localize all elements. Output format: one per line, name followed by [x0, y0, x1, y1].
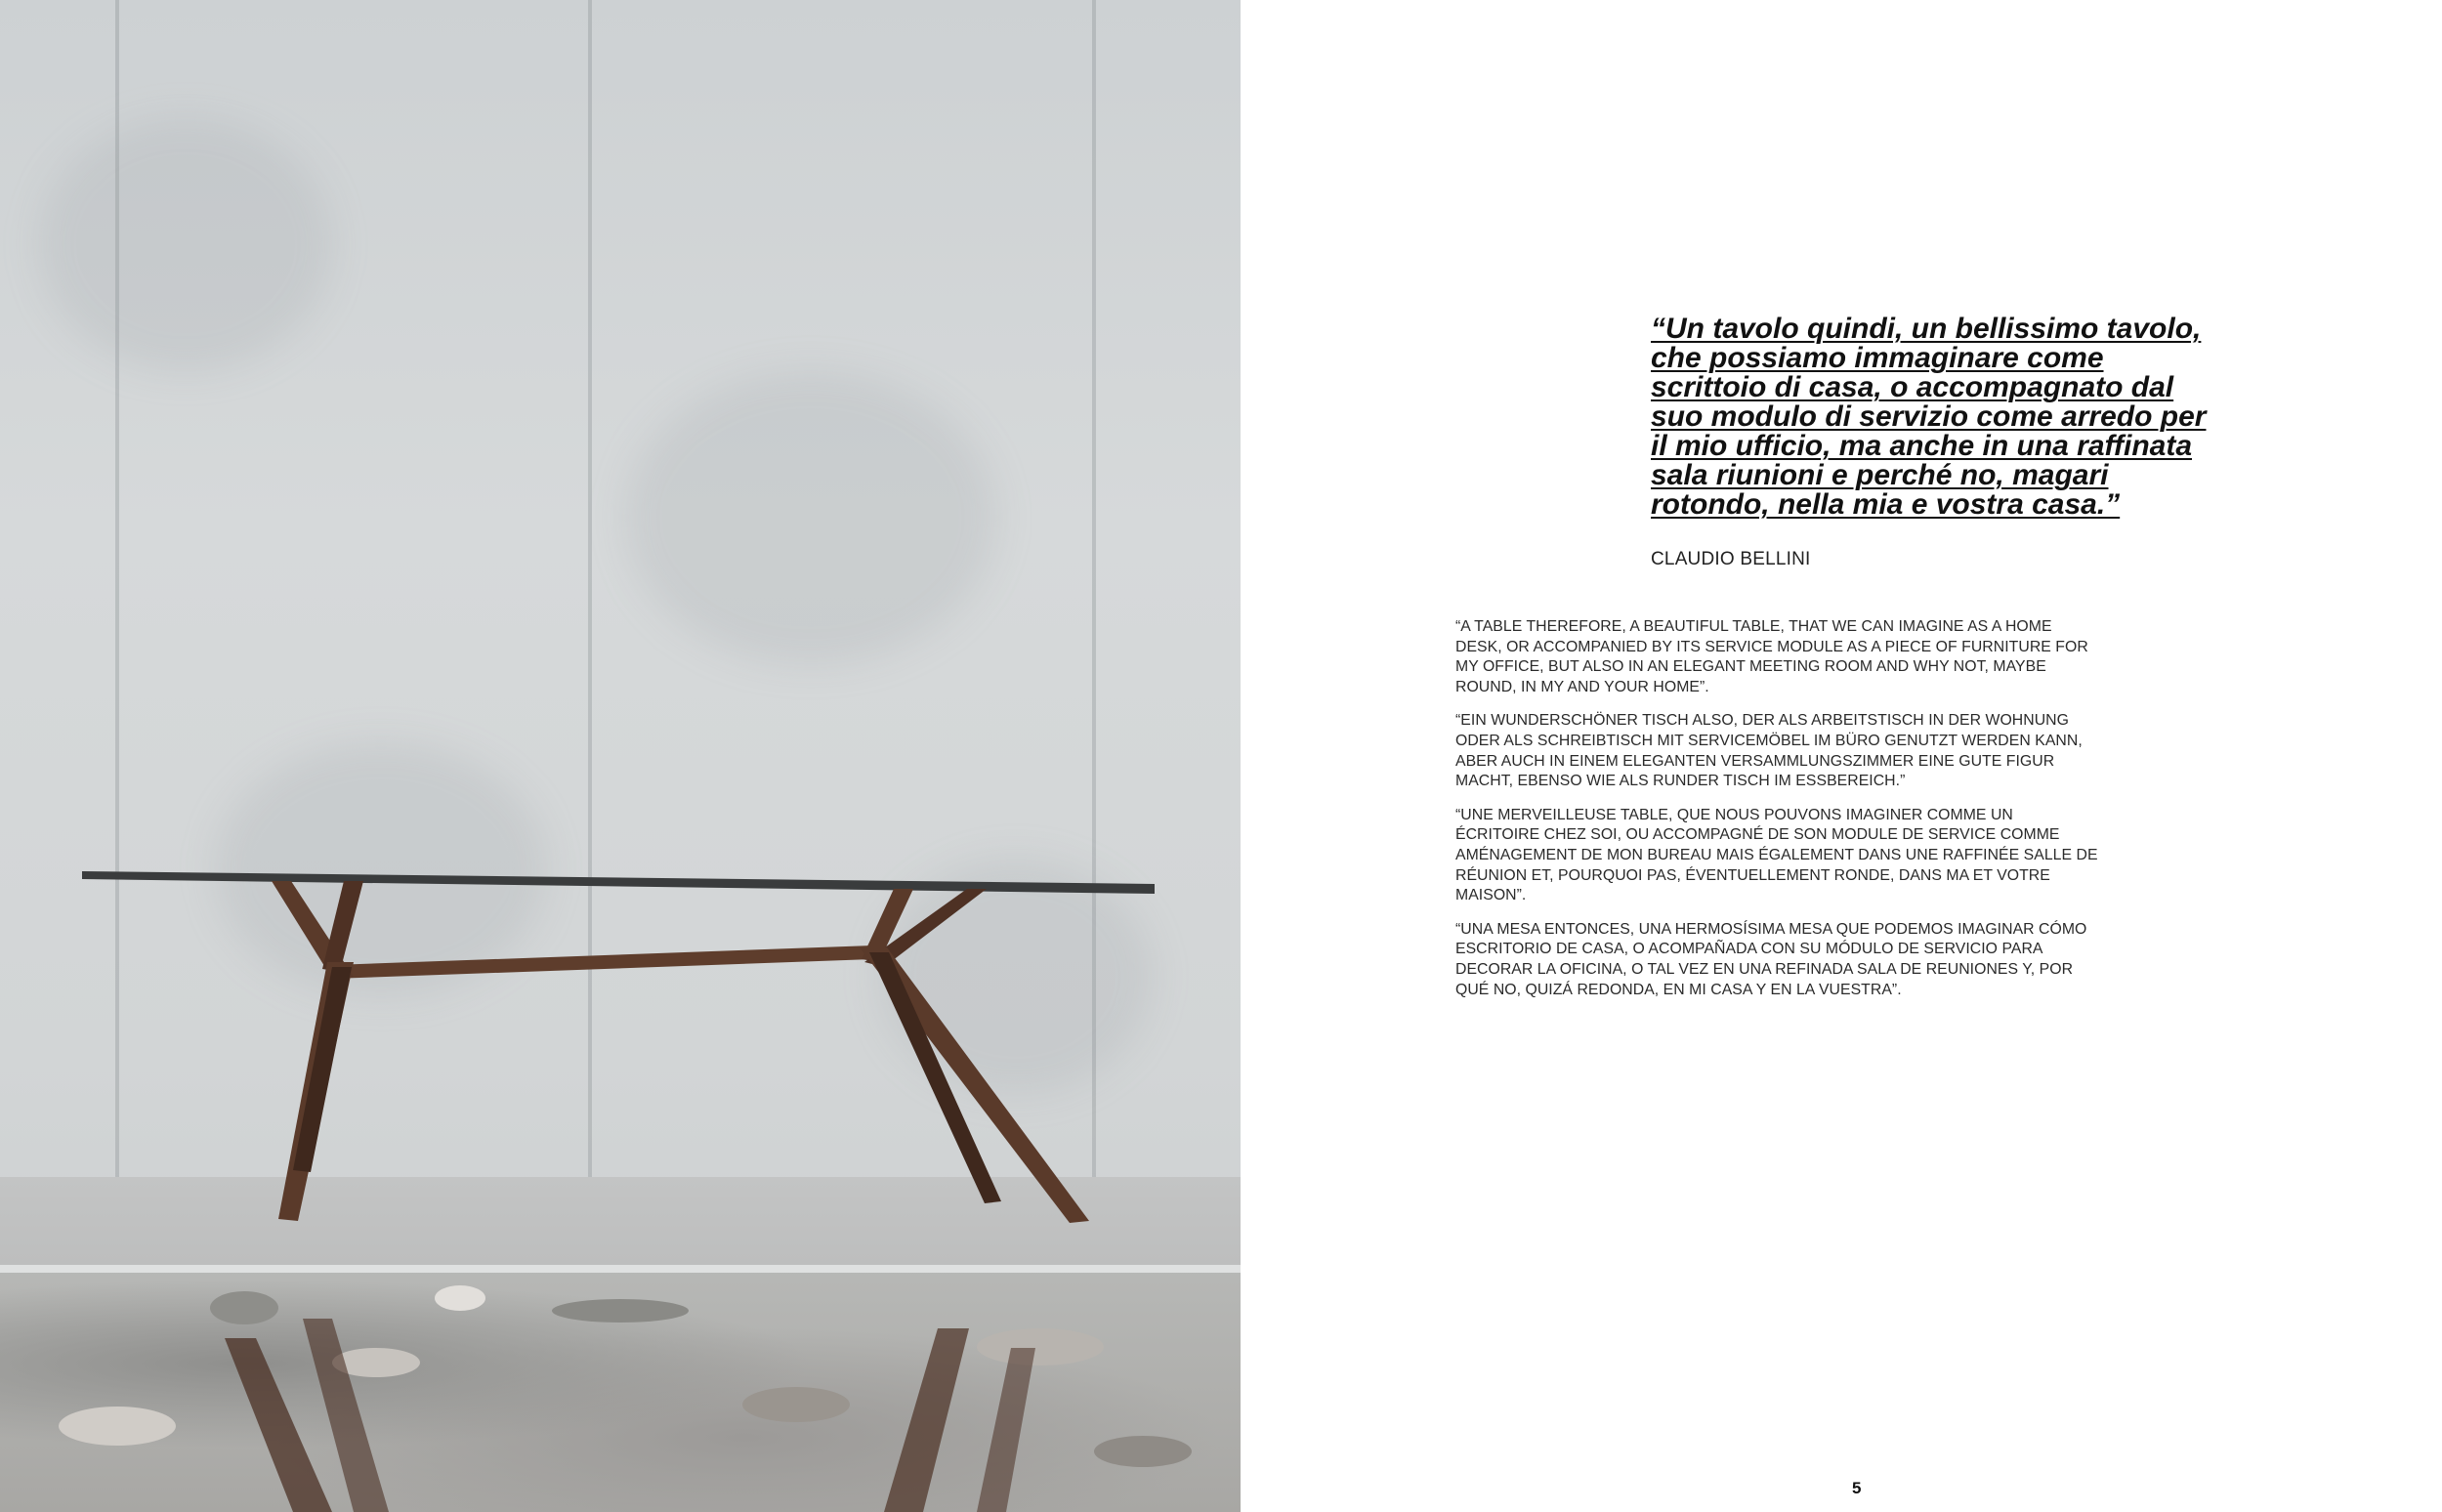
table-stretcher	[332, 945, 874, 979]
table-reflection	[977, 1348, 1035, 1512]
quote-line: il mio ufficio, ma anche in una raffinata	[1651, 430, 2193, 462]
designer-quote	[1651, 315, 2276, 570]
translation-french: “UNE MERVEILLEUSE TABLE, QUE NOUS POUVONS IMAGINER COMME UN ÉCRITOIRE CHEZ SOI, OU ACCOMPAGNÉ DE SON MODULE DE SERVICE COMME AMÉNAGEMENT DE MON BUREAU MAIS ÉGALEMENT DANS UNE RAFFINÉE SALLE DE RÉUNION ET, POURQUOI PAS, ÉVENTUELLEMENT RONDE, DANS MA ET VOTRE MAISON”.	[1455, 806, 2098, 904]
translation-spanish: “UNA MESA ENTONCES, UNA HERMOSÍSIMA MESA QUE PODEMOS IMAGINAR CÓMO ESCRITORIO DE CASA, O ACOMPAÑADA CON SU MÓDULO DE SERVICIO PARA DECORAR LA OFICINA, O TAL VEZ EN UNA REFINADA SALA DE REUNIONES Y, POR QUÉ NO, QUIZÁ REDONDA, EN MI CASA Y EN LA VUESTRA”.	[1455, 920, 2087, 998]
table-leg-left-upper-inner	[322, 881, 363, 972]
quote-translations	[1455, 617, 2100, 1014]
table-glass-top	[82, 871, 1155, 894]
table-reflection	[884, 1328, 969, 1512]
page-number: 5	[1852, 1479, 1862, 1497]
translation-english: “A TABLE THEREFORE, A BEAUTIFUL TABLE, THAT WE CAN IMAGINE AS A HOME DESK, OR ACCOMPANIED BY ITS SERVICE MODULE AS A PIECE OF FURNITURE FOR MY OFFICE, BUT ALSO IN AN ELEGANT MEETING ROOM AND WHY NOT, MAYBE ROUND, IN MY AND YOUR HOME”.	[1455, 618, 2088, 695]
quote-text	[1651, 315, 2276, 520]
translation-german: “EIN WUNDERSCHÖNER TISCH ALSO, DER ALS ARBEITSTISCH IN DER WOHNUNG ODER ALS SCHREIBTISCH MIT SERVICEMÖBEL IM BÜRO GENUTZT WERDEN KANN, ABER AUCH IN EINEM ELEGANTEN VERSAMMLUNGSZIMMER EINE GUTE FIGUR MACHT, EBENSO WIE ALS RUNDER TISCH IM ESSBEREICH.”	[1455, 712, 2083, 790]
quote-line: “Un tavolo quindi, un bellissimo tavolo,	[1651, 313, 2202, 345]
quote-line: sala riunioni e perché no, magari	[1651, 459, 2109, 491]
quote-line: scrittoio di casa, o accompagnato dal	[1651, 371, 2174, 403]
quote-author: CLAUDIO BELLINI	[1651, 549, 1811, 569]
quote-line: rotondo, nella mia e vostra casa.”	[1651, 488, 2121, 521]
quote-line: che possiamo immaginare come	[1651, 342, 2104, 374]
quote-line: suo modulo di servizio come arredo per	[1651, 400, 2207, 433]
